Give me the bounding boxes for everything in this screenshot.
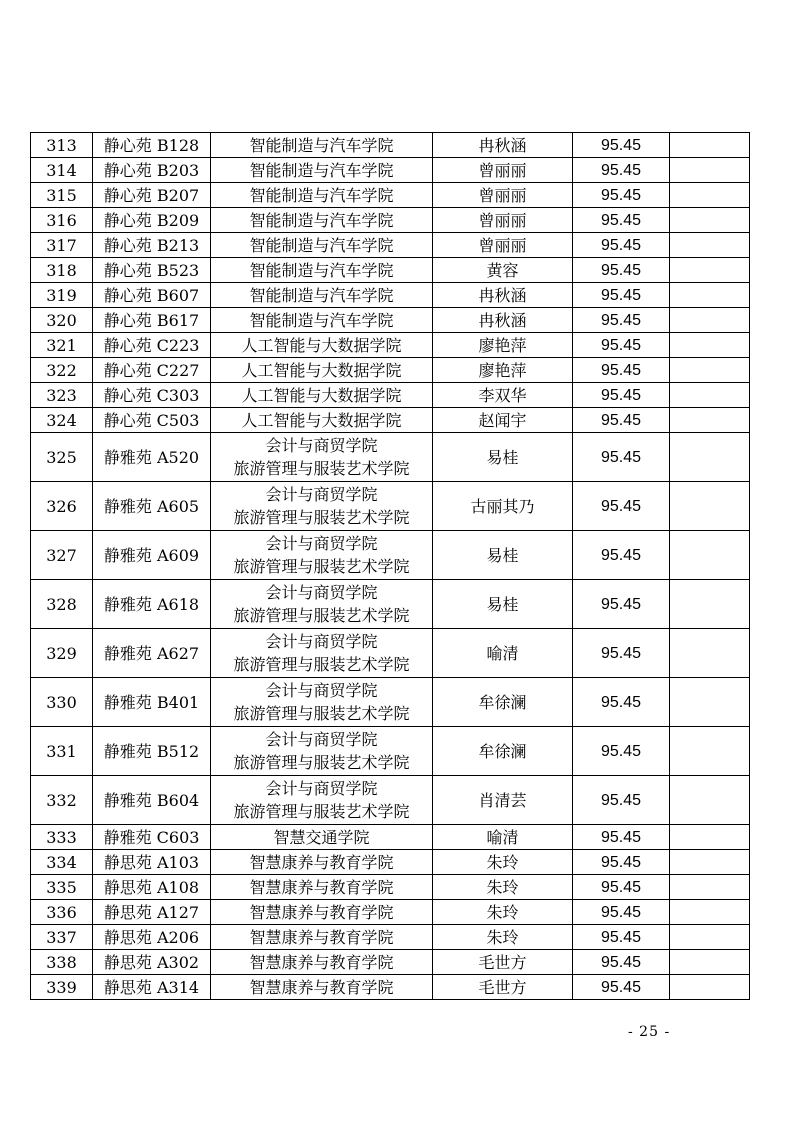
dorm-room-cell: 静雅苑 A605	[93, 482, 211, 531]
remark-cell	[670, 531, 750, 580]
row-number-cell: 321	[31, 333, 93, 358]
counselor-name-cell: 朱玲	[433, 875, 573, 900]
table-row	[31, 283, 750, 308]
dorm-room-cell: 静心苑 B203	[93, 158, 211, 183]
row-number-cell: 331	[31, 727, 93, 776]
dorm-room-cell: 静雅苑 A618	[93, 580, 211, 629]
dorm-room-cell: 静思苑 A127	[93, 900, 211, 925]
dorm-room-cell: 静思苑 A302	[93, 950, 211, 975]
college-cell	[211, 531, 433, 580]
remark-cell	[670, 433, 750, 482]
table-row	[31, 776, 750, 825]
college-cell	[211, 580, 433, 629]
counselor-name-cell: 古丽其乃	[433, 482, 573, 531]
college-cell	[211, 308, 433, 333]
college-name: 智能制造与汽车学院	[249, 185, 394, 205]
score-cell: 95.45	[573, 850, 670, 875]
row-number-cell: 334	[31, 850, 93, 875]
table-row	[31, 975, 750, 1000]
college-name: 智慧康养与教育学院	[249, 927, 394, 947]
counselor-name-cell: 曾丽丽	[433, 208, 573, 233]
college-name: 智能制造与汽车学院	[249, 160, 394, 180]
college-name: 智能制造与汽车学院	[249, 210, 394, 230]
score-cell: 95.45	[573, 678, 670, 727]
dorm-room-cell: 静心苑 B523	[93, 258, 211, 283]
table-row	[31, 580, 750, 629]
counselor-name-cell: 易桂	[433, 433, 573, 482]
score-cell: 95.45	[573, 900, 670, 925]
row-number-cell: 316	[31, 208, 93, 233]
row-number-cell: 323	[31, 383, 93, 408]
table-row	[31, 208, 750, 233]
counselor-name-cell: 冉秋涵	[433, 283, 573, 308]
score-cell: 95.45	[573, 950, 670, 975]
table-row	[31, 950, 750, 975]
college-name: 会计与商贸学院	[265, 436, 378, 455]
row-number-cell: 330	[31, 678, 93, 727]
remark-cell	[670, 629, 750, 678]
counselor-name-cell: 冉秋涵	[433, 133, 573, 158]
row-number-cell: 314	[31, 158, 93, 183]
college-name: 智慧康养与教育学院	[249, 877, 394, 897]
dorm-room-cell: 静雅苑 B512	[93, 727, 211, 776]
table-row	[31, 333, 750, 358]
score-cell: 95.45	[573, 975, 670, 1000]
remark-cell	[670, 308, 750, 333]
dorm-room-cell: 静心苑 C223	[93, 333, 211, 358]
remark-cell	[670, 383, 750, 408]
college-name: 智慧康养与教育学院	[249, 977, 394, 997]
row-number-cell: 338	[31, 950, 93, 975]
dorm-room-cell: 静心苑 C303	[93, 383, 211, 408]
remark-cell	[670, 900, 750, 925]
college-name: 人工智能与大数据学院	[241, 385, 402, 405]
row-number-cell: 335	[31, 875, 93, 900]
score-cell: 95.45	[573, 776, 670, 825]
remark-cell	[670, 183, 750, 208]
table-row	[31, 678, 750, 727]
remark-cell	[670, 258, 750, 283]
college-name: 旅游管理与服装艺术学院	[233, 557, 410, 576]
score-cell: 95.45	[573, 433, 670, 482]
table-row	[31, 825, 750, 850]
remark-cell	[670, 333, 750, 358]
score-cell: 95.45	[573, 727, 670, 776]
college-name: 会计与商贸学院	[265, 632, 378, 651]
dorm-room-cell: 静雅苑 A627	[93, 629, 211, 678]
table-row	[31, 133, 750, 158]
score-cell: 95.45	[573, 875, 670, 900]
counselor-name-cell: 赵闻宇	[433, 408, 573, 433]
score-cell: 95.45	[573, 158, 670, 183]
dorm-room-cell: 静雅苑 A609	[93, 531, 211, 580]
remark-cell	[670, 678, 750, 727]
row-number-cell: 337	[31, 925, 93, 950]
table-row	[31, 629, 750, 678]
college-cell	[211, 850, 433, 875]
dorm-room-cell: 静心苑 B617	[93, 308, 211, 333]
table-row	[31, 900, 750, 925]
table-row	[31, 358, 750, 383]
college-cell	[211, 433, 433, 482]
table-row	[31, 727, 750, 776]
counselor-name-cell: 毛世方	[433, 975, 573, 1000]
remark-cell	[670, 233, 750, 258]
table-row	[31, 308, 750, 333]
college-name: 会计与商贸学院	[265, 583, 378, 602]
remark-cell	[670, 825, 750, 850]
counselor-name-cell: 肖清芸	[433, 776, 573, 825]
college-name: 会计与商贸学院	[265, 534, 378, 553]
remark-cell	[670, 776, 750, 825]
score-cell: 95.45	[573, 925, 670, 950]
remark-cell	[670, 875, 750, 900]
row-number-cell: 327	[31, 531, 93, 580]
college-name: 智能制造与汽车学院	[249, 135, 394, 155]
college-cell	[211, 158, 433, 183]
college-cell	[211, 875, 433, 900]
counselor-name-cell: 朱玲	[433, 850, 573, 875]
dorm-room-cell: 静雅苑 C603	[93, 825, 211, 850]
table-row	[31, 408, 750, 433]
row-number-cell: 325	[31, 433, 93, 482]
row-number-cell: 319	[31, 283, 93, 308]
counselor-name-cell: 易桂	[433, 580, 573, 629]
score-cell: 95.45	[573, 308, 670, 333]
remark-cell	[670, 850, 750, 875]
college-cell	[211, 183, 433, 208]
table-row	[31, 383, 750, 408]
counselor-name-cell: 冉秋涵	[433, 308, 573, 333]
score-cell: 95.45	[573, 333, 670, 358]
counselor-name-cell: 朱玲	[433, 925, 573, 950]
remark-cell	[670, 158, 750, 183]
table-row	[31, 158, 750, 183]
table-row	[31, 258, 750, 283]
remark-cell	[670, 283, 750, 308]
dorm-room-cell: 静思苑 A103	[93, 850, 211, 875]
score-cell: 95.45	[573, 531, 670, 580]
score-cell: 95.45	[573, 258, 670, 283]
dorm-room-cell: 静心苑 B213	[93, 233, 211, 258]
counselor-name-cell: 毛世方	[433, 950, 573, 975]
college-name: 人工智能与大数据学院	[241, 335, 402, 355]
dorm-room-cell: 静雅苑 B604	[93, 776, 211, 825]
score-cell: 95.45	[573, 825, 670, 850]
counselor-name-cell: 黄容	[433, 258, 573, 283]
page-number: - 25 -	[628, 1024, 671, 1040]
score-cell: 95.45	[573, 358, 670, 383]
dorm-room-cell: 静雅苑 B401	[93, 678, 211, 727]
dormitory-score-table	[30, 132, 750, 1000]
college-cell	[211, 776, 433, 825]
college-name: 会计与商贸学院	[265, 730, 378, 749]
counselor-name-cell: 牟徐澜	[433, 678, 573, 727]
college-name: 智慧康养与教育学院	[249, 902, 394, 922]
row-number-cell: 336	[31, 900, 93, 925]
college-cell	[211, 975, 433, 1000]
row-number-cell: 328	[31, 580, 93, 629]
college-name: 旅游管理与服装艺术学院	[233, 704, 410, 723]
remark-cell	[670, 950, 750, 975]
college-cell	[211, 900, 433, 925]
college-cell	[211, 283, 433, 308]
table-row	[31, 482, 750, 531]
college-name: 会计与商贸学院	[265, 681, 378, 700]
remark-cell	[670, 975, 750, 1000]
college-name: 旅游管理与服装艺术学院	[233, 655, 410, 674]
row-number-cell: 339	[31, 975, 93, 1000]
table-row	[31, 875, 750, 900]
counselor-name-cell: 曾丽丽	[433, 233, 573, 258]
row-number-cell: 320	[31, 308, 93, 333]
dorm-room-cell: 静心苑 C503	[93, 408, 211, 433]
row-number-cell: 318	[31, 258, 93, 283]
remark-cell	[670, 580, 750, 629]
row-number-cell: 322	[31, 358, 93, 383]
college-name: 智慧交通学院	[273, 827, 370, 847]
college-cell	[211, 727, 433, 776]
table-row	[31, 233, 750, 258]
college-name: 会计与商贸学院	[265, 779, 378, 798]
remark-cell	[670, 208, 750, 233]
counselor-name-cell: 喻清	[433, 825, 573, 850]
dorm-room-cell: 静思苑 A314	[93, 975, 211, 1000]
table-row	[31, 850, 750, 875]
college-name: 旅游管理与服装艺术学院	[233, 459, 410, 478]
dorm-room-cell: 静心苑 B209	[93, 208, 211, 233]
remark-cell	[670, 482, 750, 531]
college-cell	[211, 629, 433, 678]
counselor-name-cell: 曾丽丽	[433, 158, 573, 183]
college-name: 智能制造与汽车学院	[249, 285, 394, 305]
college-cell	[211, 408, 433, 433]
college-cell	[211, 678, 433, 727]
dorm-room-cell: 静雅苑 A520	[93, 433, 211, 482]
college-cell	[211, 208, 433, 233]
score-cell: 95.45	[573, 233, 670, 258]
score-cell: 95.45	[573, 383, 670, 408]
counselor-name-cell: 曾丽丽	[433, 183, 573, 208]
college-cell	[211, 950, 433, 975]
college-name: 智能制造与汽车学院	[249, 260, 394, 280]
remark-cell	[670, 358, 750, 383]
counselor-name-cell: 朱玲	[433, 900, 573, 925]
college-cell	[211, 482, 433, 531]
table-row	[31, 183, 750, 208]
score-cell: 95.45	[573, 629, 670, 678]
dorm-room-cell: 静心苑 C227	[93, 358, 211, 383]
counselor-name-cell: 易桂	[433, 531, 573, 580]
row-number-cell: 313	[31, 133, 93, 158]
college-cell	[211, 925, 433, 950]
table-body	[31, 133, 750, 1000]
college-cell	[211, 233, 433, 258]
college-name: 智能制造与汽车学院	[249, 310, 394, 330]
score-cell: 95.45	[573, 183, 670, 208]
college-name: 人工智能与大数据学院	[241, 410, 402, 430]
table-row	[31, 531, 750, 580]
row-number-cell: 317	[31, 233, 93, 258]
dorm-room-cell: 静思苑 A108	[93, 875, 211, 900]
college-name: 旅游管理与服装艺术学院	[233, 508, 410, 527]
counselor-name-cell: 廖艳萍	[433, 333, 573, 358]
college-cell	[211, 133, 433, 158]
dorm-room-cell: 静心苑 B207	[93, 183, 211, 208]
counselor-name-cell: 廖艳萍	[433, 358, 573, 383]
college-cell	[211, 383, 433, 408]
dorm-room-cell: 静心苑 B607	[93, 283, 211, 308]
college-name: 旅游管理与服装艺术学院	[233, 802, 410, 821]
score-cell: 95.45	[573, 408, 670, 433]
row-number-cell: 333	[31, 825, 93, 850]
score-cell: 95.45	[573, 208, 670, 233]
row-number-cell: 326	[31, 482, 93, 531]
college-name: 会计与商贸学院	[265, 485, 378, 504]
score-cell: 95.45	[573, 133, 670, 158]
score-cell: 95.45	[573, 482, 670, 531]
row-number-cell: 324	[31, 408, 93, 433]
college-name: 智慧康养与教育学院	[249, 952, 394, 972]
counselor-name-cell: 牟徐澜	[433, 727, 573, 776]
row-number-cell: 315	[31, 183, 93, 208]
dorm-room-cell: 静思苑 A206	[93, 925, 211, 950]
row-number-cell: 329	[31, 629, 93, 678]
college-name: 智慧康养与教育学院	[249, 852, 394, 872]
dorm-room-cell: 静心苑 B128	[93, 133, 211, 158]
college-name: 人工智能与大数据学院	[241, 360, 402, 380]
table-row	[31, 433, 750, 482]
table-row	[31, 925, 750, 950]
college-cell	[211, 258, 433, 283]
college-cell	[211, 825, 433, 850]
remark-cell	[670, 727, 750, 776]
college-name: 智能制造与汽车学院	[249, 235, 394, 255]
counselor-name-cell: 李双华	[433, 383, 573, 408]
college-name: 旅游管理与服装艺术学院	[233, 606, 410, 625]
college-cell	[211, 358, 433, 383]
remark-cell	[670, 408, 750, 433]
college-cell	[211, 333, 433, 358]
remark-cell	[670, 133, 750, 158]
remark-cell	[670, 925, 750, 950]
row-number-cell: 332	[31, 776, 93, 825]
college-name: 旅游管理与服装艺术学院	[233, 753, 410, 772]
score-cell: 95.45	[573, 283, 670, 308]
counselor-name-cell: 喻清	[433, 629, 573, 678]
score-cell: 95.45	[573, 580, 670, 629]
